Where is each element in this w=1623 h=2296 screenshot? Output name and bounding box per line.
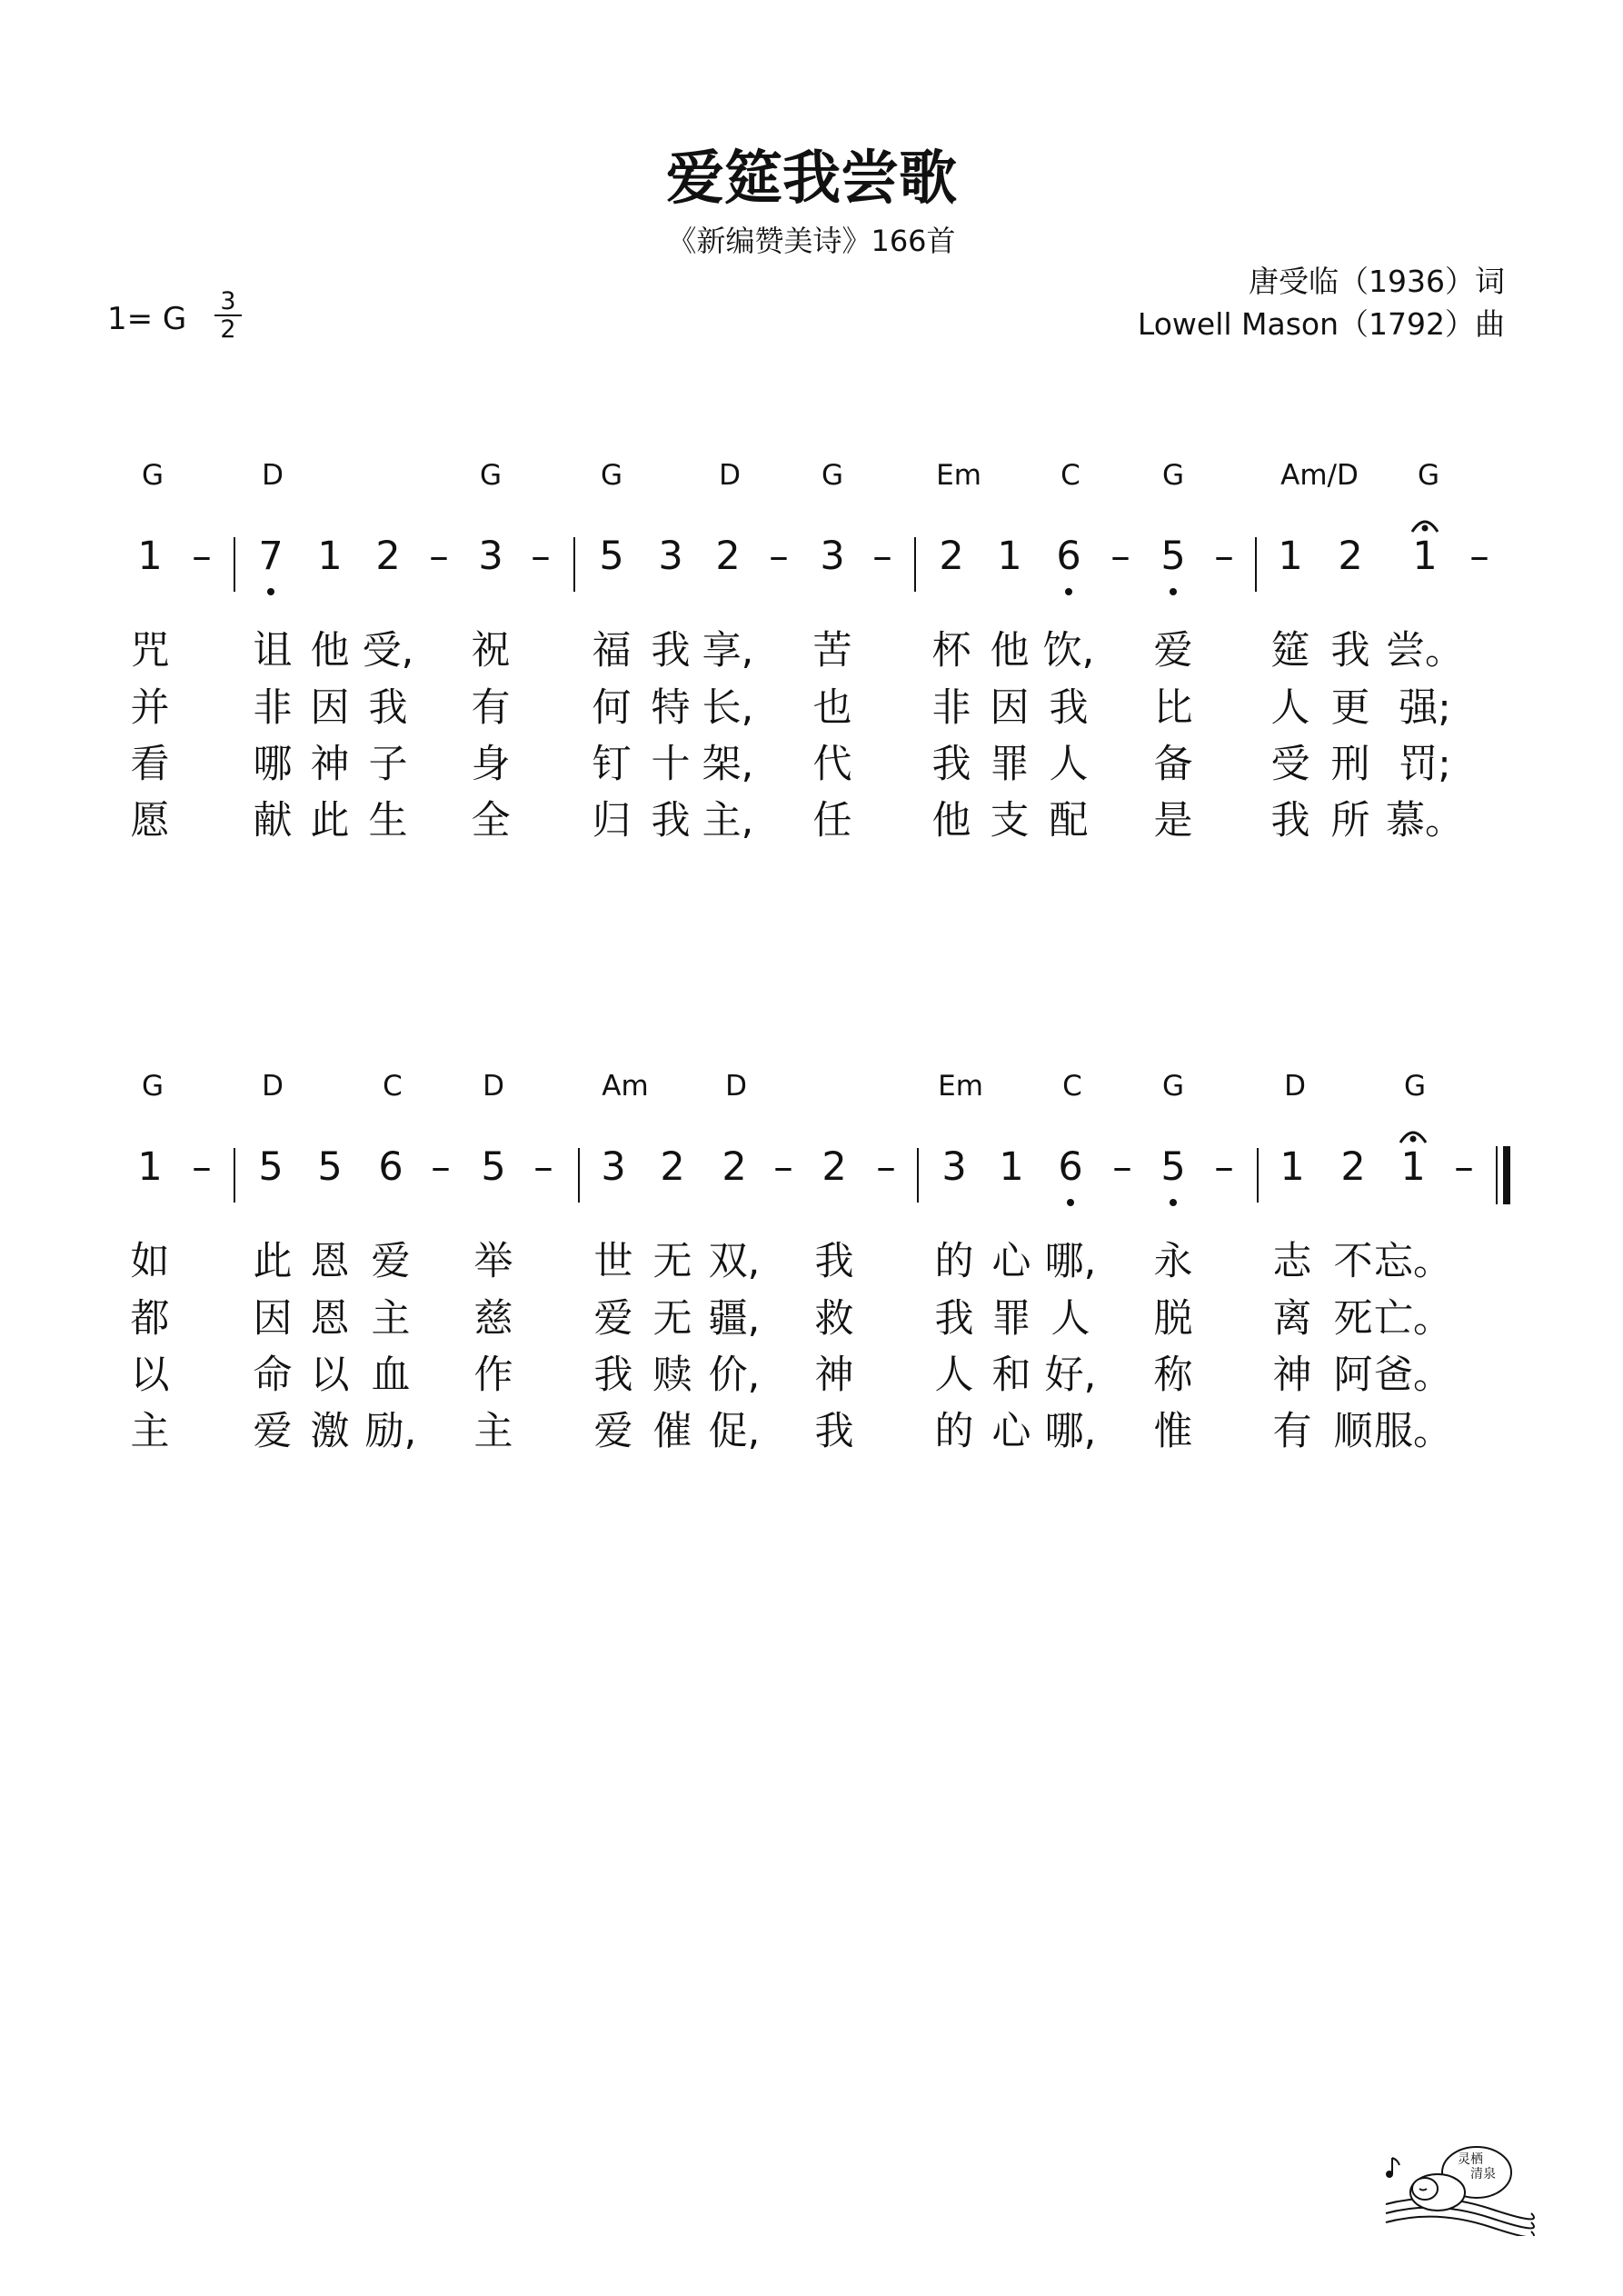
lyric-syllable: 身 (471, 742, 511, 787)
lyric-syllable: 也 (812, 685, 852, 731)
lyric-syllable: 慈 (473, 1296, 513, 1342)
note: 3 (941, 1144, 967, 1190)
note: 1 (1279, 1144, 1305, 1190)
note: 1 (137, 1144, 163, 1190)
note: 2 (1338, 534, 1363, 579)
lyric-syllable: 罚; (1399, 742, 1451, 787)
lyric-syllable: 催 (652, 1409, 692, 1454)
lyric-syllable: 以 (130, 1353, 170, 1398)
logo-char: 泉 (1483, 2167, 1496, 2181)
lyric-syllable: 无 (652, 1296, 692, 1342)
lyric-syllable: 他 (310, 628, 350, 674)
note: 1 (1278, 534, 1303, 579)
note: 6 (1056, 534, 1081, 579)
lyric-syllable: 人 (1270, 685, 1310, 731)
barline (914, 537, 916, 592)
lyric-syllable: 哪, (1044, 1239, 1097, 1284)
note-extension: – (1469, 534, 1489, 579)
lyric-syllable: 非 (253, 685, 293, 731)
note-extension: – (192, 1144, 212, 1190)
watermark-logo (1381, 2136, 1536, 2240)
note-extension: – (192, 534, 212, 579)
lyric-syllable: 阿 (1333, 1353, 1373, 1398)
lyric-syllable: 愿 (130, 798, 170, 844)
lyric-syllable: 非 (931, 685, 971, 731)
note: 1 (997, 534, 1022, 579)
note: 2 (1340, 1144, 1366, 1190)
lyric-syllable: 我 (814, 1239, 854, 1284)
chord-symbol: C (1060, 459, 1080, 492)
lyric-syllable: 恩 (310, 1296, 350, 1342)
barline (1257, 1148, 1259, 1203)
lyric-syllable: 慕。 (1386, 798, 1464, 844)
lyric-syllable: 祝 (471, 628, 511, 674)
lyric-syllable: 作 (473, 1353, 513, 1398)
note: 1 (137, 534, 163, 579)
lyric-syllable: 励, (364, 1409, 417, 1454)
barline (234, 1148, 235, 1203)
lyric-syllable: 人 (1049, 742, 1089, 787)
note-extension: – (876, 1144, 896, 1190)
lyric-syllable: 支 (990, 798, 1030, 844)
barline (578, 1148, 580, 1203)
lyric-syllable: 我 (368, 685, 408, 731)
lyric-syllable: 有 (1272, 1409, 1312, 1454)
chord-symbol: G (479, 459, 503, 492)
lyric-syllable: 主 (473, 1409, 513, 1454)
song-title: 爱筵我尝歌 (666, 145, 957, 213)
lyric-syllable: 他 (990, 628, 1030, 674)
lower-octave-dot (267, 588, 274, 595)
lyric-syllable: 恩 (310, 1239, 350, 1284)
note: 3 (478, 534, 503, 579)
lyric-syllable: 举 (473, 1239, 513, 1284)
lyric-syllable: 受, (362, 628, 414, 674)
chord-symbol: D (1284, 1070, 1306, 1103)
note-extension: – (533, 1144, 553, 1190)
lyric-syllable: 爱 (1153, 628, 1193, 674)
lyric-syllable: 价, (708, 1353, 761, 1398)
lyric-syllable: 我 (593, 1353, 633, 1398)
lyric-syllable: 我 (651, 798, 691, 844)
note: 5 (258, 1144, 284, 1190)
lyric-syllable: 人 (1050, 1296, 1090, 1342)
chord-symbol: Am (602, 1070, 649, 1103)
note-extension: – (531, 534, 551, 579)
chord-symbol: C (1062, 1070, 1082, 1103)
note-extension: – (1214, 534, 1234, 579)
note-extension: – (1112, 1144, 1132, 1190)
lyricist-credit: 唐受临（1936）词 (1249, 264, 1505, 299)
logo-text (1458, 2152, 1503, 2181)
lyric-syllable: 筵 (1270, 628, 1310, 674)
lower-octave-dot (1067, 1199, 1074, 1206)
barline (1255, 537, 1257, 592)
lyric-syllable: 比 (1153, 685, 1193, 731)
chord-symbol: G (821, 459, 844, 492)
lyric-syllable: 血 (371, 1353, 411, 1398)
chord-symbol: Em (938, 1070, 983, 1103)
lyric-syllable: 神 (1272, 1353, 1312, 1398)
note: 6 (378, 1144, 403, 1190)
note: 2 (821, 1144, 847, 1190)
lyric-syllable: 世 (593, 1239, 633, 1284)
lyric-syllable: 惟 (1153, 1409, 1193, 1454)
lyric-syllable: 人 (934, 1353, 974, 1398)
lyric-syllable: 并 (130, 685, 170, 731)
lyric-syllable: 和 (991, 1353, 1031, 1398)
logo-char: 灵 (1458, 2152, 1470, 2167)
lyric-syllable: 有 (471, 685, 511, 731)
lyric-syllable: 主 (371, 1296, 411, 1342)
note: 5 (481, 1144, 506, 1190)
lyric-syllable: 离 (1272, 1296, 1312, 1342)
lower-octave-dot (1170, 1199, 1177, 1206)
time-signature-bottom: 2 (220, 315, 236, 344)
lyric-syllable: 死 (1333, 1296, 1373, 1342)
note-extension: – (769, 534, 789, 579)
lyric-syllable: 促, (708, 1409, 761, 1454)
lyric-syllable: 罪 (991, 1296, 1031, 1342)
lyric-syllable: 志 (1272, 1239, 1312, 1284)
fermata-icon (1409, 514, 1440, 534)
lyric-syllable: 主, (702, 798, 754, 844)
lyric-syllable: 哪 (253, 742, 293, 787)
lyric-syllable: 特 (651, 685, 691, 731)
lyric-syllable: 全 (471, 798, 511, 844)
lyric-syllable: 的 (934, 1239, 974, 1284)
lyric-syllable: 神 (814, 1353, 854, 1398)
barline (917, 1148, 919, 1203)
lyric-syllable: 刑 (1330, 742, 1370, 787)
note-extension: – (773, 1144, 793, 1190)
lyric-syllable: 激 (310, 1409, 350, 1454)
chord-symbol: D (262, 1070, 284, 1103)
lyric-syllable: 此 (310, 798, 350, 844)
chord-symbol: D (725, 1070, 747, 1103)
note: 2 (715, 534, 741, 579)
lyric-syllable: 忘。 (1374, 1239, 1452, 1284)
lyric-syllable: 称 (1153, 1353, 1193, 1398)
lyric-syllable: 子 (368, 742, 408, 787)
lyric-syllable: 无 (652, 1239, 692, 1284)
chord-symbol: Am/D (1280, 459, 1359, 492)
lyric-syllable: 代 (812, 742, 852, 787)
lyric-syllable: 我 (1270, 798, 1310, 844)
lyric-syllable: 不 (1333, 1239, 1373, 1284)
lyric-syllable: 疆, (708, 1296, 761, 1342)
lyric-syllable: 归 (592, 798, 632, 844)
lyric-syllable: 我 (1330, 628, 1370, 674)
note: 7 (258, 534, 284, 579)
lyric-syllable: 命 (253, 1353, 293, 1398)
lyric-syllable: 备 (1153, 742, 1193, 787)
lyric-syllable: 尝。 (1386, 628, 1464, 674)
lyric-syllable: 我 (931, 742, 971, 787)
lyric-syllable: 爱 (371, 1239, 411, 1284)
lyric-syllable: 诅 (253, 628, 293, 674)
chord-symbol: G (1161, 459, 1185, 492)
lyric-syllable: 我 (1049, 685, 1089, 731)
note-extension: – (872, 534, 892, 579)
lower-octave-dot (1170, 588, 1177, 595)
lyric-syllable: 好, (1044, 1353, 1097, 1398)
lyric-syllable: 都 (130, 1296, 170, 1342)
lyric-syllable: 因 (990, 685, 1030, 731)
note: 2 (375, 534, 401, 579)
logo-char: 清 (1470, 2167, 1483, 2181)
lyric-syllable: 爸。 (1374, 1353, 1452, 1398)
lyric-syllable: 是 (1153, 798, 1193, 844)
final-barline-thick (1503, 1146, 1510, 1204)
lower-octave-dot (1065, 588, 1072, 595)
lyric-syllable: 神 (310, 742, 350, 787)
lyric-syllable: 任 (812, 798, 852, 844)
lyric-syllable: 架, (702, 742, 754, 787)
note: 3 (820, 534, 845, 579)
lyric-syllable: 因 (310, 685, 350, 731)
lyric-syllable: 配 (1049, 798, 1089, 844)
note: 5 (317, 1144, 343, 1190)
lyric-syllable: 罪 (990, 742, 1030, 787)
lyric-syllable: 爱 (593, 1296, 633, 1342)
lyric-syllable: 的 (934, 1409, 974, 1454)
note: 1 (317, 534, 343, 579)
time-signature-top: 3 (220, 287, 236, 315)
lyric-syllable: 永 (1153, 1239, 1193, 1284)
logo-char: 栖 (1470, 2152, 1483, 2167)
lyric-syllable: 救 (814, 1296, 854, 1342)
lyric-syllable: 福 (592, 628, 632, 674)
lyric-syllable: 长, (702, 685, 754, 731)
fermata-icon (1398, 1124, 1429, 1144)
lyric-syllable: 享, (702, 628, 754, 674)
note: 2 (660, 1144, 685, 1190)
note: 1 (1400, 1144, 1426, 1190)
note-extension: – (431, 1144, 451, 1190)
note: 3 (658, 534, 683, 579)
lyric-syllable: 此 (253, 1239, 293, 1284)
hymnal-reference: 《新编赞美诗》166首 (667, 224, 956, 258)
lyric-syllable: 亡。 (1374, 1296, 1452, 1342)
note: 2 (939, 534, 964, 579)
lyric-syllable: 心 (991, 1409, 1031, 1454)
chord-symbol: D (262, 459, 284, 492)
key-signature: 1= G (107, 301, 187, 337)
note: 1 (999, 1144, 1024, 1190)
lyric-syllable: 主 (130, 1409, 170, 1454)
chord-symbol: G (1161, 1070, 1185, 1103)
chord-symbol: G (600, 459, 623, 492)
note: 5 (1160, 534, 1186, 579)
lyric-syllable: 以 (310, 1353, 350, 1398)
barline (234, 537, 235, 592)
chord-symbol: G (141, 1070, 164, 1103)
chord-symbol: D (483, 1070, 504, 1103)
note: 1 (1412, 534, 1438, 579)
lyric-syllable: 心 (991, 1239, 1031, 1284)
note: 2 (722, 1144, 747, 1190)
lyric-syllable: 饮, (1042, 628, 1095, 674)
time-signature (214, 289, 242, 342)
chord-symbol: G (141, 459, 164, 492)
final-barline-thin (1496, 1146, 1498, 1204)
lyric-syllable: 我 (934, 1296, 974, 1342)
lyric-syllable: 苦 (812, 628, 852, 674)
note-extension: – (429, 534, 449, 579)
lyric-syllable: 更 (1330, 685, 1370, 731)
note: 5 (1160, 1144, 1186, 1190)
note: 5 (599, 534, 624, 579)
lyric-syllable: 因 (253, 1296, 293, 1342)
lyric-syllable: 杯 (931, 628, 971, 674)
lyric-syllable: 强; (1399, 685, 1451, 731)
lyric-syllable: 受 (1270, 742, 1310, 787)
chord-symbol: G (1403, 1070, 1427, 1103)
sheep-sleeping-icon (1381, 2136, 1536, 2236)
note: 6 (1058, 1144, 1083, 1190)
lyric-syllable: 爱 (253, 1409, 293, 1454)
lyric-syllable: 十 (651, 742, 691, 787)
chord-symbol: Em (936, 459, 981, 492)
lyric-syllable: 我 (651, 628, 691, 674)
chord-symbol: D (719, 459, 741, 492)
lyric-syllable: 看 (130, 742, 170, 787)
lyric-syllable: 咒 (130, 628, 170, 674)
composer-credit: Lowell Mason（1792）曲 (1137, 306, 1505, 342)
lyric-syllable: 钉 (592, 742, 632, 787)
lyric-syllable: 爱 (593, 1409, 633, 1454)
lyric-syllable: 他 (931, 798, 971, 844)
lyric-syllable: 赎 (652, 1353, 692, 1398)
lyric-syllable: 服。 (1374, 1409, 1452, 1454)
lyric-syllable: 顺 (1333, 1409, 1373, 1454)
lyric-syllable: 献 (253, 798, 293, 844)
lyric-syllable: 双, (708, 1239, 761, 1284)
note-extension: – (1110, 534, 1130, 579)
lyric-syllable: 生 (368, 798, 408, 844)
lyric-syllable: 我 (814, 1409, 854, 1454)
chord-symbol: C (383, 1070, 403, 1103)
note-extension: – (1454, 1144, 1474, 1190)
lyric-syllable: 何 (592, 685, 632, 731)
barline (573, 537, 575, 592)
chord-symbol: G (1417, 459, 1440, 492)
lyric-syllable: 脱 (1153, 1296, 1193, 1342)
lyric-syllable: 所 (1330, 798, 1370, 844)
lyric-syllable: 如 (130, 1239, 170, 1284)
note-extension: – (1214, 1144, 1234, 1190)
lyric-syllable: 哪, (1044, 1409, 1097, 1454)
note: 3 (601, 1144, 626, 1190)
